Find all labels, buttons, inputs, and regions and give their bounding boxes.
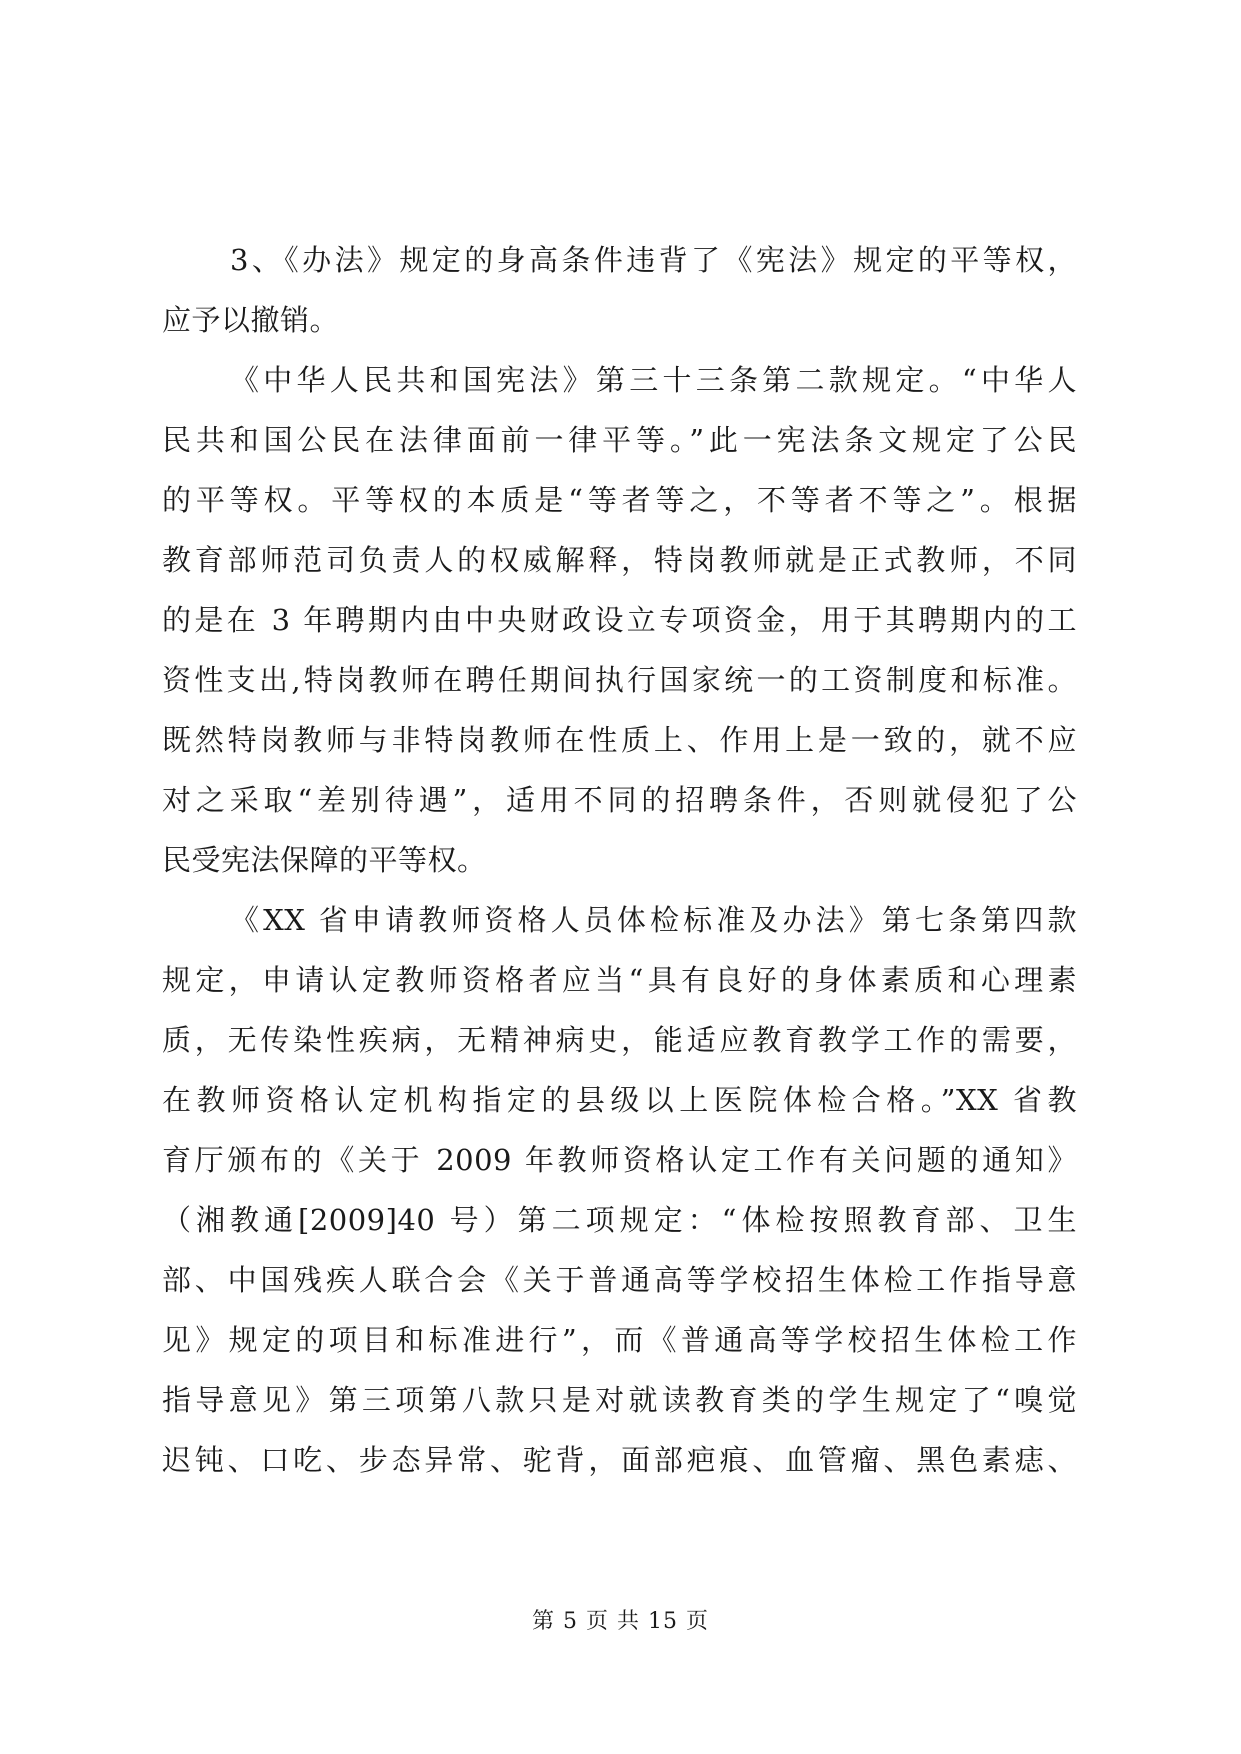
text-line: 育厅颁布的《关于 2009 年教师资格认定工作有关问题的通知》 bbox=[162, 1143, 1077, 1177]
text-line: 资性支出,特岗教师在聘任期间执行国家统一的工资制度和标准。 bbox=[162, 663, 1077, 697]
text-line: （湘教通[2009]40 号）第二项规定：“体检按照教育部、卫生 bbox=[162, 1203, 1077, 1237]
text-line: 对之采取“差别待遇”，适用不同的招聘条件，否则就侵犯了公 bbox=[162, 783, 1077, 817]
text-line: 指导意见》第三项第八款只是对就读教育类的学生规定了“嗅觉 bbox=[162, 1383, 1077, 1417]
paragraph-1 bbox=[162, 230, 1077, 350]
text-line: 见》规定的项目和标准进行”，而《普通高等学校招生体检工作 bbox=[162, 1323, 1077, 1357]
document-body bbox=[162, 230, 1077, 1490]
page-number-footer: 第 5 页 共 15 页 bbox=[532, 1609, 709, 1634]
text-line: 的平等权。平等权的本质是“等者等之，不等者不等之”。根据 bbox=[162, 483, 1077, 517]
text-line: 的是在 3 年聘期内由中央财政设立专项资金，用于其聘期内的工 bbox=[162, 603, 1077, 637]
text-line: 《中华人民共和国宪法》第三十三条第二款规定。“中华人 bbox=[230, 363, 1077, 397]
paragraph-3 bbox=[162, 890, 1077, 1490]
paragraph-2 bbox=[162, 350, 1077, 890]
text-line: 民共和国公民在法律面前一律平等。”此一宪法条文规定了公民 bbox=[162, 423, 1077, 457]
text-line: 民受宪法保障的平等权。 bbox=[162, 843, 487, 877]
text-line: 规定，申请认定教师资格者应当“具有良好的身体素质和心理素 bbox=[162, 963, 1077, 997]
text-line: 应予以撤销。 bbox=[162, 303, 340, 337]
text-line: 教育部师范司负责人的权威解释，特岗教师就是正式教师，不同 bbox=[162, 543, 1077, 577]
text-line: 迟钝、口吃、步态异常、驼背，面部疤痕、血管瘤、黑色素痣、 bbox=[162, 1443, 1077, 1477]
text-line: 在教师资格认定机构指定的县级以上医院体检合格。”XX 省教 bbox=[162, 1083, 1077, 1117]
text-line: 质，无传染性疾病，无精神病史，能适应教育教学工作的需要， bbox=[162, 1023, 1077, 1057]
text-line: 《XX 省申请教师资格人员体检标准及办法》第七条第四款 bbox=[230, 903, 1077, 937]
text-line: 3、《办法》规定的身高条件违背了《宪法》规定的平等权， bbox=[230, 243, 1077, 277]
text-line: 既然特岗教师与非特岗教师在性质上、作用上是一致的，就不应 bbox=[162, 723, 1077, 757]
text-line: 部、中国残疾人联合会《关于普通高等学校招生体检工作指导意 bbox=[162, 1263, 1077, 1297]
